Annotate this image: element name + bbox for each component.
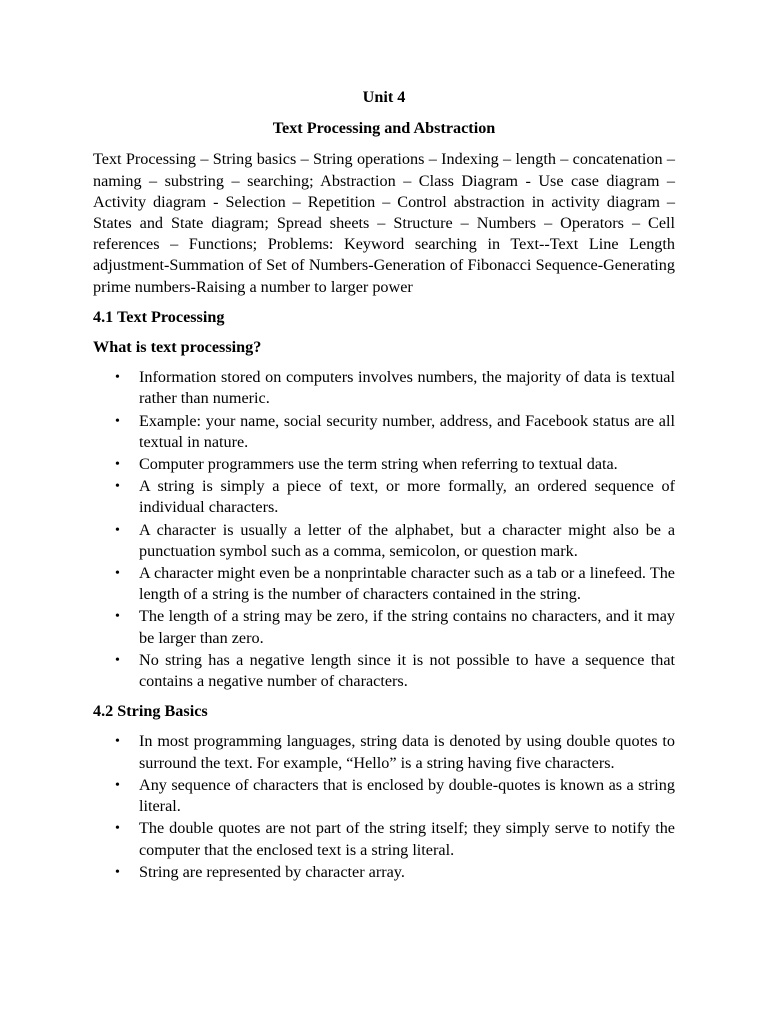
- bullet-icon: •: [115, 413, 120, 429]
- section-heading-text-processing: 4.1 Text Processing: [93, 307, 225, 326]
- list-item-text: String are represented by character array.: [139, 862, 405, 881]
- list-item: [93, 476, 675, 518]
- list-item-text: A string is simply a piece of text, or more formally, an ordered sequence of individual characters.: [139, 477, 675, 517]
- question-heading: What is text processing?: [93, 338, 262, 357]
- list-item: [93, 411, 675, 453]
- list-item-text: Any sequence of characters that is enclosed by double-quotes is known as a string literal.: [139, 775, 675, 816]
- syllabus-paragraph: Text Processing – String basics – String operations – Indexing – length – concatenation – naming – substring – searching; Abstraction – Class Diagram - Use case diagram – Activity diagram - Selection – Repetition – Control abstraction in activity diagram – States and State diagram; Spread sheets – Structure – Numbers – Operators – Cell references – Functions; Problems: Keyword searching in Text--Text Line Length adjustment-Summation of Set of Numbers-Generation of Fibonacci Sequence-Generating prime numbers-Raising a number to larger power: [93, 150, 675, 296]
- list-item: [93, 862, 675, 883]
- bullet-icon: •: [115, 864, 120, 880]
- bullet-icon: •: [115, 652, 120, 668]
- list-item: [93, 454, 675, 475]
- bullet-icon: •: [115, 821, 120, 837]
- list-item: [93, 650, 675, 692]
- list-item-text: A character might even be a nonprintable character such as a tab or a linefeed. The length of a string is the number of characters contained in the string.: [139, 564, 675, 604]
- list-item: [93, 775, 675, 817]
- list-item-text: Computer programmers use the term string when referring to textual data.: [139, 455, 618, 474]
- text-processing-bullet-list: [93, 367, 675, 692]
- unit-label: Unit 4: [362, 88, 406, 106]
- list-item: [93, 520, 675, 562]
- bullet-icon: •: [115, 479, 120, 495]
- bullet-icon: •: [115, 566, 120, 582]
- list-item-text: Example: your name, social security number, address, and Facebook status are all textual in nature.: [139, 411, 675, 451]
- list-item-text: A character is usually a letter of the alphabet, but a character might also be a punctuation symbol such as a comma, semicolon, or question mark.: [139, 520, 675, 560]
- document-page: [93, 87, 675, 892]
- bullet-icon: •: [115, 370, 120, 386]
- list-item: [93, 606, 675, 648]
- bullet-icon: •: [115, 777, 120, 793]
- list-item-text: The length of a string may be zero, if the string contains no characters, and it may be larger than zero.: [139, 607, 675, 647]
- list-item: [93, 563, 675, 605]
- bullet-icon: •: [115, 457, 120, 473]
- list-item: [93, 731, 675, 773]
- list-item: [93, 818, 675, 860]
- bullet-icon: •: [115, 734, 120, 750]
- list-item-text: Information stored on computers involves numbers, the majority of data is textual rather than numeric.: [139, 368, 675, 408]
- unit-title: Text Processing and Abstraction: [272, 119, 496, 138]
- section-heading-string-basics: 4.2 String Basics: [93, 702, 208, 721]
- list-item-text: No string has a negative length since it is not possible to have a sequence that contains a negative number of characters.: [139, 650, 675, 691]
- bullet-icon: •: [115, 522, 120, 538]
- string-basics-bullet-list: [93, 731, 675, 882]
- list-item: [93, 367, 675, 409]
- bullet-icon: •: [115, 609, 120, 625]
- list-item-text: In most programming languages, string data is denoted by using double quotes to surround the text. For example, “Hello” is a string having five characters.: [139, 732, 675, 772]
- list-item-text: The double quotes are not part of the string itself; they simply serve to notify the computer that the enclosed text is a string literal.: [139, 819, 675, 859]
